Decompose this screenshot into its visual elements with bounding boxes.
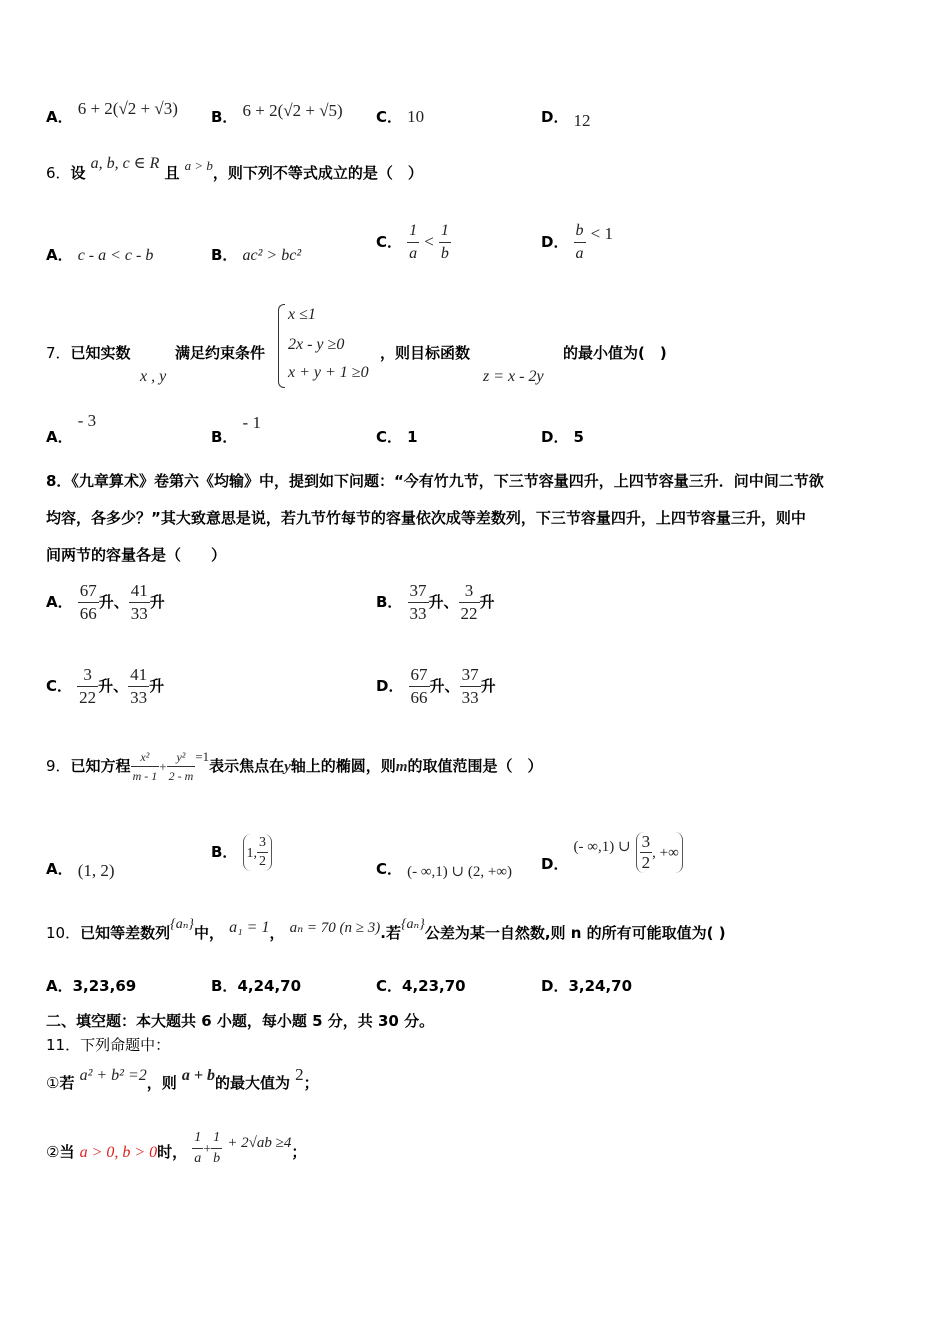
stem-math: a² + b² =2 <box>79 1067 147 1084</box>
option-label: B． <box>376 593 403 611</box>
option-label: B． <box>211 246 238 264</box>
constraint-2: 2x - y ≥0 <box>288 336 345 353</box>
question-7-text-1 <box>46 342 131 363</box>
option-math: c - a < c - b <box>77 247 154 264</box>
option-value: 4,23,70 <box>402 977 466 995</box>
option-label: B． <box>211 108 238 126</box>
option-value: 1 <box>407 428 418 446</box>
denominator: b <box>213 1151 221 1166</box>
option-label: A． <box>46 977 73 995</box>
q6-option-c[interactable] <box>376 220 451 265</box>
q5-option-a[interactable] <box>46 99 178 127</box>
option-label: C． <box>376 977 403 995</box>
stem-text: 已知方程 <box>70 757 131 775</box>
question-number: 6． <box>46 164 71 182</box>
denominator: 33 <box>461 688 479 707</box>
fraction <box>408 580 429 625</box>
option-label: C． <box>376 428 403 446</box>
stem-text: 的最小值为( ) <box>563 344 667 362</box>
question-11-intro: 11．下列命题中： <box>46 1036 171 1054</box>
numerator: 3 <box>257 834 268 853</box>
option-math: 10 <box>407 107 425 126</box>
q10-option-c[interactable] <box>376 975 466 996</box>
denominator: m - 1 <box>132 769 158 783</box>
denominator: 66 <box>410 688 428 707</box>
denominator: 2 - m <box>168 769 194 783</box>
q7-option-d[interactable] <box>541 426 584 447</box>
stem-text: .若 <box>380 924 401 942</box>
operator: =1 <box>195 749 210 764</box>
q5-option-b[interactable] <box>211 101 343 127</box>
option-label: B． <box>211 977 238 995</box>
option-label: D． <box>541 428 569 446</box>
question-10-stem <box>46 917 726 943</box>
q11-proposition-1 <box>46 1065 319 1093</box>
option-label: C． <box>376 233 403 251</box>
stem-text: 的最大值为 <box>214 1074 290 1092</box>
interval-end: , +∞ <box>652 845 679 861</box>
unit-text: 升、 <box>428 593 459 611</box>
option-value: 3,24,70 <box>568 977 633 995</box>
fraction <box>409 664 430 709</box>
interval-bracket <box>243 834 273 871</box>
q8-line-3: 间两节的容量各是（ ） <box>46 546 227 564</box>
q7-option-b[interactable] <box>211 412 261 446</box>
option-label: A． <box>46 593 73 611</box>
stem-text: ； <box>303 1074 319 1092</box>
q6-option-d[interactable] <box>541 220 613 265</box>
stem-math: aₙ = 70 (n ≥ 3) <box>289 920 381 936</box>
question-number: 7． <box>46 344 71 362</box>
fraction <box>129 580 150 625</box>
q10-option-d[interactable] <box>541 975 632 996</box>
q9-option-a[interactable] <box>46 858 115 879</box>
q8-line-1: 8．《九章算术》卷第六《均输》中，提到如下问题：“今有竹九节，下三节容量四升，上四节容量三升．问中间二节欲 <box>46 472 824 490</box>
q5-option-d[interactable] <box>541 106 591 130</box>
stem-text: 设 <box>70 164 86 182</box>
option-value: 3,23,69 <box>72 977 137 995</box>
option-label: C． <box>376 108 403 126</box>
stem-math: a > b <box>184 158 213 173</box>
question-number: 10． <box>46 924 81 942</box>
option-math: - 1 <box>242 413 261 432</box>
denominator: 22 <box>460 604 478 623</box>
fraction <box>439 220 451 265</box>
q8-line-2: 均容，各多少？”其大致意思是说，若九节竹每节的容量依次成等差数列，下三节容量四升，上四节容量三升，则中 <box>46 509 806 527</box>
q10-option-a[interactable] <box>46 975 136 996</box>
fraction <box>459 580 480 625</box>
stem-text: ； <box>291 1143 307 1161</box>
option-label: C． <box>46 677 73 695</box>
option-label: D． <box>541 855 569 873</box>
option-label: A． <box>46 246 73 264</box>
option-label: A． <box>46 860 73 878</box>
numerator: 1 <box>211 1128 222 1149</box>
section-title: 二、填空题：本大题共 6 小题，每小题 5 分，共 30 分。 <box>46 1012 435 1030</box>
numerator: 41 <box>129 580 150 603</box>
numerator: 67 <box>78 580 99 603</box>
q8-option-c[interactable] <box>46 664 164 709</box>
variable: y <box>284 759 291 775</box>
option-math: 12 <box>573 111 591 130</box>
unit-text: 升 <box>149 593 165 611</box>
denominator: 2 <box>259 854 267 869</box>
fraction <box>131 748 160 785</box>
q11-proposition-2 <box>46 1128 306 1169</box>
stem-text: 已知等差数列 <box>80 924 171 942</box>
stem-text: ，则目标函数 <box>380 344 471 362</box>
question-number: 9． <box>46 757 71 775</box>
option-math: 6 + 2(√2 + √5) <box>242 101 343 120</box>
option-label: D． <box>541 977 569 995</box>
option-label: C． <box>376 860 403 878</box>
numerator: b <box>574 220 586 243</box>
stem-math: a + b <box>181 1067 215 1084</box>
stem-text: 若 <box>59 1074 75 1092</box>
option-label: B． <box>211 843 238 861</box>
stem-math: + 2√ab ≥4 <box>227 1135 292 1151</box>
option-math: < 1 <box>590 224 613 243</box>
denominator: 33 <box>409 604 427 623</box>
q6-option-a[interactable] <box>46 244 153 265</box>
fraction <box>257 834 268 871</box>
fraction <box>211 1128 222 1169</box>
numerator: x² <box>131 748 160 767</box>
option-label: B． <box>211 428 238 446</box>
stem-text: 轴上的椭圆，则 <box>290 757 396 775</box>
stem-text: ， <box>269 924 285 942</box>
unit-text: 升 <box>479 593 495 611</box>
option-label: A． <box>46 428 73 446</box>
denominator: 66 <box>79 604 97 623</box>
option-math: - 3 <box>77 411 97 430</box>
denominator: a <box>194 1151 202 1166</box>
stem-text: 中， <box>193 924 224 942</box>
stem-math: 2 <box>295 1065 304 1084</box>
operator: + <box>159 759 167 774</box>
numerator: 37 <box>408 580 429 603</box>
fraction <box>77 664 98 709</box>
q6-option-b[interactable] <box>211 244 301 265</box>
constraint-1: x ≤1 <box>288 306 316 323</box>
proposition-marker: ② <box>46 1143 60 1161</box>
option-value: 4,24,70 <box>237 977 302 995</box>
stem-text: 且 <box>164 164 180 182</box>
stem-text: 满足约束条件 <box>175 344 266 362</box>
q5-option-c[interactable] <box>376 106 424 127</box>
sequence-symbol: {aₙ} <box>170 917 194 932</box>
q10-option-b[interactable] <box>211 975 301 996</box>
q9-option-d[interactable] <box>541 832 683 873</box>
numerator: 3 <box>641 832 651 851</box>
numerator: 67 <box>409 664 430 687</box>
denominator: b <box>440 245 449 262</box>
constraint-3: x + y + 1 ≥0 <box>288 364 369 381</box>
denominator: 33 <box>130 604 148 623</box>
variable: m <box>395 759 408 775</box>
fraction <box>407 220 419 265</box>
option-math: (1, 2) <box>77 861 115 880</box>
interval-bracket <box>636 832 683 873</box>
numerator: 3 <box>459 580 480 603</box>
fraction <box>78 580 99 625</box>
denominator: a <box>575 245 584 262</box>
q7-option-c[interactable] <box>376 426 418 447</box>
stem-text: 的取值范围是（ ） <box>407 757 543 775</box>
numerator: y² <box>167 748 196 767</box>
fraction <box>167 748 196 785</box>
denominator: 2 <box>641 853 651 872</box>
stem-math: a, b, c ∈ R <box>90 155 160 172</box>
stem-math: a₁ = 1 <box>229 919 270 936</box>
stem-text: 公差为某一自然数,则 n 的所有可能取值为( ) <box>424 924 726 942</box>
option-math: (- ∞,1) ∪ (2, +∞) <box>407 864 512 880</box>
unit-text: 升、 <box>429 677 460 695</box>
q8-option-d[interactable] <box>376 664 496 709</box>
unit-text: 升、 <box>98 677 129 695</box>
fraction <box>640 832 653 873</box>
q9-option-b[interactable] <box>211 834 272 871</box>
option-math: ac² > bc² <box>242 247 302 264</box>
option-value: 5 <box>573 428 584 446</box>
stem-text: 时， <box>157 1143 188 1161</box>
option-label: D． <box>541 108 569 126</box>
stem-text: 表示焦点在 <box>209 757 285 775</box>
numerator: 3 <box>77 664 98 687</box>
stem-text: ，则下列不等式成立的是（ ） <box>212 164 423 182</box>
numerator: 1 <box>439 220 451 243</box>
constraint-brace <box>278 304 285 388</box>
option-label: A． <box>46 108 73 126</box>
numerator: 41 <box>128 664 149 687</box>
option-label: D． <box>541 233 569 251</box>
objective-function: z = x - 2y <box>483 368 544 385</box>
fraction <box>128 664 149 709</box>
q8-option-b[interactable] <box>376 580 495 625</box>
denominator: a <box>409 245 418 262</box>
question-6-stem <box>46 155 423 183</box>
interval-part: (- ∞,1) ∪ <box>573 839 631 855</box>
q7-variables: x , y <box>140 368 167 385</box>
q8-option-a[interactable] <box>46 580 165 625</box>
stem-text: ，则 <box>146 1074 177 1092</box>
operator: < <box>424 232 434 251</box>
fraction <box>460 664 481 709</box>
operator: + <box>203 1142 212 1157</box>
denominator: 22 <box>79 688 97 707</box>
fraction <box>192 1128 203 1169</box>
numerator: 1 <box>192 1128 203 1149</box>
option-math: 6 + 2(√2 + √3) <box>77 99 178 118</box>
interval-start: 1, <box>246 846 258 861</box>
proposition-marker: ① <box>46 1074 60 1092</box>
unit-text: 升 <box>480 677 496 695</box>
q9-option-c[interactable] <box>376 858 512 879</box>
denominator: 33 <box>130 688 148 707</box>
fraction <box>574 220 586 265</box>
sequence-symbol: {aₙ} <box>400 917 425 932</box>
condition-math: a > 0, b > 0 <box>79 1144 158 1161</box>
stem-text: 当 <box>59 1143 75 1161</box>
numerator: 1 <box>407 220 419 243</box>
q7-option-a[interactable] <box>46 410 97 446</box>
unit-text: 升、 <box>98 593 129 611</box>
question-9-stem <box>46 748 542 785</box>
stem-text: 已知实数 <box>70 344 131 362</box>
option-label: D． <box>376 677 404 695</box>
numerator: 37 <box>460 664 481 687</box>
unit-text: 升 <box>149 677 165 695</box>
